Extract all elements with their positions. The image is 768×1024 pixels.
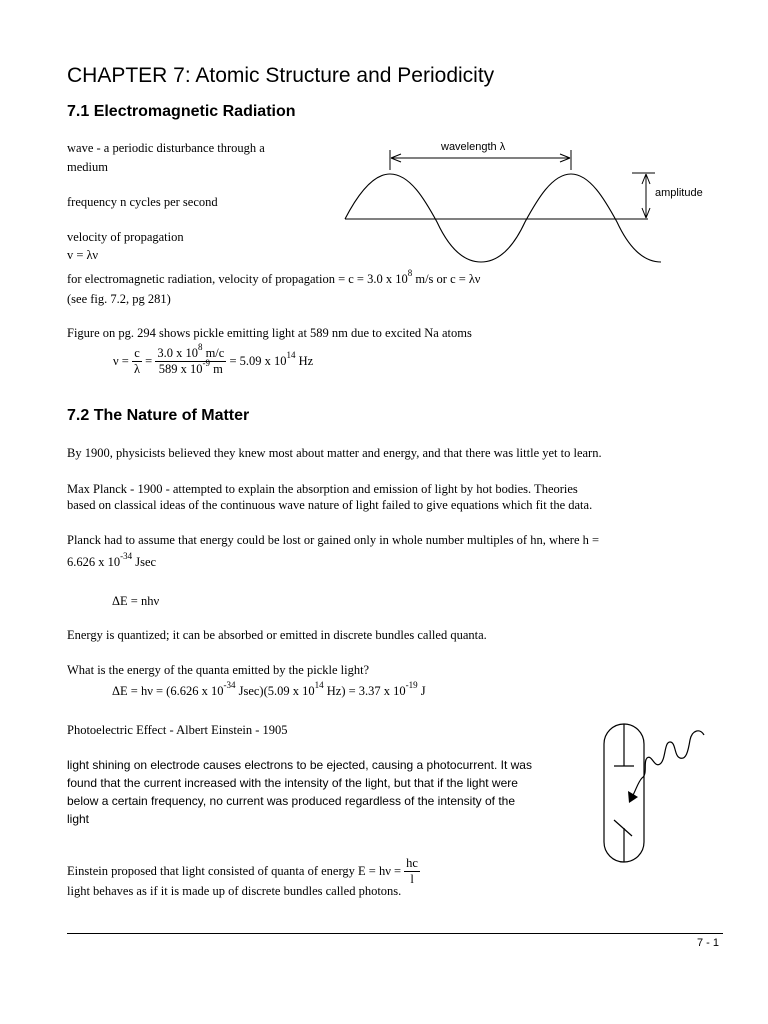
velocity-line1: velocity of propagation [67,230,184,244]
footer-rule [67,933,723,934]
em-velocity-reference: (see fig. 7.2, pg 281) [67,292,171,306]
einstein-proposal: Einstein proposed that light consisted of quanta of energy E = hν = $\frac{hc}{l}$ [67,856,418,886]
cathode-plate [614,820,632,836]
photoelectric-line3: below a certain frequency, no current was produced regardless of the intensity of the [67,794,516,808]
photoelectric-line2: found that the current increased with the intensity of the light, but that if the light were [67,776,518,790]
page-number: 7 - 1 [697,937,720,949]
wavelength-label: wavelength λ [441,141,506,153]
quantized-text: Energy is quantized; it can be absorbed or emitted in discrete bundles called quanta. [67,628,487,642]
light-wave-squiggle [632,731,704,797]
photoelectric-title: Photoelectric Effect - Albert Einstein - 1905 [67,723,288,737]
planck-line2: based on classical ideas of the continuous wave nature of light failed to give equations which fit the data. [67,498,593,512]
em-velocity-line: for electromagnetic radiation, velocity of propagation = c = 3.0 x $10^8$ m/s or c = λν [67,267,481,286]
question-text: What is the energy of the quanta emitted by the pickle light? [67,663,370,677]
wave-definition-line1: wave - a periodic disturbance through a [67,141,265,155]
photoelectric-line4: light [67,812,90,826]
frequency-equation: ν = $\frac{c}{\lambda}$ = $\frac{3.0 x 10^8 m/c}{589 x 10^{-9} m}$ = 5.09 x $10^{14}$ Hz [113,341,314,376]
photons-text: light behaves as if it is made up of discrete bundles called photons. [67,884,402,898]
planck-line1: Max Planck - 1900 - attempted to explain the absorption and emission of light by hot bodies. Theories [67,482,578,496]
chapter-title: CHAPTER 7: Atomic Structure and Periodicity [67,64,495,87]
frequency-definition: frequency n cycles per second [67,195,218,209]
pickle-figure-text: Figure on pg. 294 shows pickle emitting light at 589 nm due to excited Na atoms [67,326,472,340]
light-arrowhead [628,791,638,803]
planck-assume-line1: Planck had to assume that energy could be lost or gained only in whole number multiples of hn, where h = [67,533,600,547]
delta-e-equation: ΔE = nhν [112,594,160,608]
section-heading-7-2: 7.2 The Nature of Matter [67,407,250,424]
planck-constant: 6.626 x $10^{-34}$ Jsec [67,550,157,569]
wave-definition-line2: medium [67,160,108,174]
section-heading-7-1: 7.1 Electromagnetic Radiation [67,103,296,120]
paragraph-1900: By 1900, physicists believed they knew most about matter and energy, and that there was little yet to learn. [67,446,602,460]
energy-calculation: ΔE = hν = (6.626 x $10^{-34}$ Jsec)(5.09 x $10^{14}$ Hz) = 3.37 x $10^{-19}$ J [112,679,426,698]
amplitude-label: amplitude [655,187,703,199]
velocity-line2: v = λν [67,248,99,262]
photoelectric-line1: light shining on electrode causes electrons to be ejected, causing a photocurrent. It was [67,758,532,772]
